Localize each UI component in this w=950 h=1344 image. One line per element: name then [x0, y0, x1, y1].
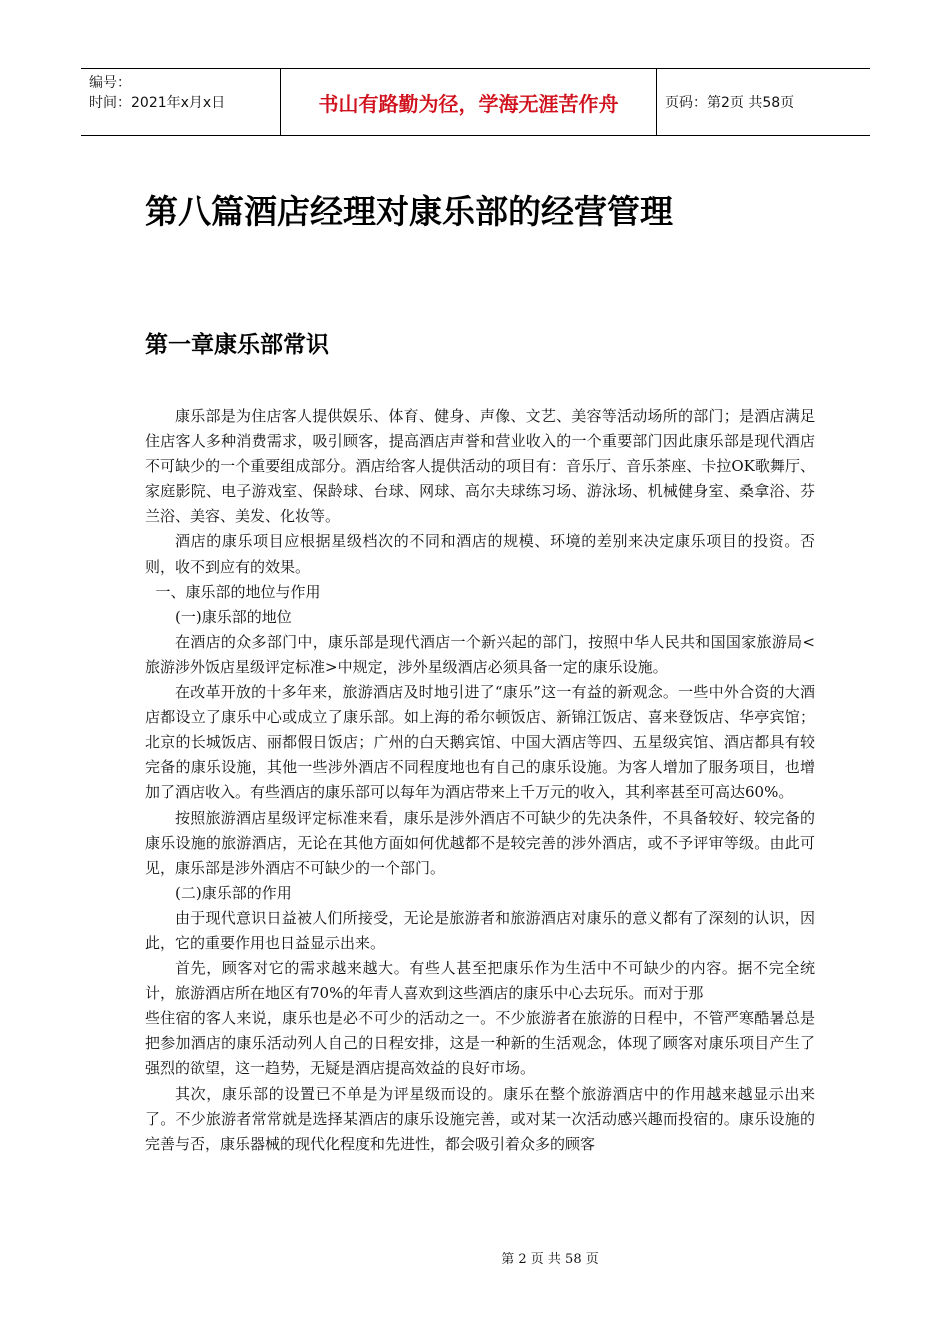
- subsection-heading: (二)康乐部的作用: [175, 883, 292, 902]
- paragraph: 按照旅游酒店星级评定标准来看，康乐是涉外酒店不可缺少的先决条件，不具备较好、较完备的康乐设施的旅游酒店，无论在其他方面如何优越都不是较完善的涉外酒店，或不予评审等级。由此可见，康乐部是涉外酒店不可缺少的一个部门。: [145, 808, 815, 877]
- paragraph: 在酒店的众多部门中，康乐部是现代酒店一个新兴起的部门，按照中华人民共和国国家旅游局<旅游涉外饭店星级评定标准>中规定，涉外星级酒店必须具备一定的康乐设施。: [145, 632, 815, 676]
- paragraph: 首先，顾客对它的需求越来越大。有些人甚至把康乐作为生活中不可缺少的内容。据不完全统计，旅游酒店所在地区有70%的年青人喜欢到这些酒店的康乐中心去玩乐。而对于那: [145, 959, 815, 1003]
- paragraph: 其次，康乐部的设置已不单是为评星级而设的。康乐在整个旅游酒店中的作用越来越显示出来了。不少旅游者常常就是选择某酒店的康乐设施完善，或对某一次活动感兴趣而投宿的。康乐设施的完善与否，康乐器械的现代化程度和先进性，都会吸引着众多的顾客: [145, 1084, 815, 1153]
- page-footer: 第 2 页 共 58 页: [501, 1252, 599, 1267]
- header-page-code: 页码：第2页 共58页: [665, 95, 795, 111]
- page-header: [81, 68, 870, 136]
- paragraph: 些住宿的客人来说，康乐也是必不可少的活动之一。不少旅游者在旅游的日程中，不管严寒酷暑总是把参加酒店的康乐活动列人自己的日程安排，这是一种新的生活观念，体现了顾客对康乐项目产生了强烈的欲望，这一趋势，无疑是酒店提高效益的良好市场。: [145, 1009, 815, 1078]
- paragraph: 酒店的康乐项目应根据星级档次的不同和酒店的规模、环境的差别来决定康乐项目的投资。否则，收不到应有的效果。: [145, 532, 815, 576]
- chapter-title: 第一章康乐部常识: [145, 332, 329, 358]
- section-heading: 一、康乐部的地位与作用: [155, 582, 321, 601]
- subsection-heading: (一)康乐部的地位: [175, 607, 292, 626]
- paragraph: 由于现代意识日益被人们所接受，无论是旅游者和旅游酒店对康乐的意义都有了深刻的认识，因此，它的重要作用也日益显示出来。: [145, 908, 815, 952]
- paragraph: 康乐部是为住店客人提供娱乐、体育、健身、声像、文艺、美容等活动场所的部门；是酒店满足住店客人多种消费需求，吸引顾客，提高酒店声誉和营业收入的一个重要部门因此康乐部是现代酒店不可缺少的一个重要组成部分。酒店给客人提供活动的项目有：音乐厅、音乐茶座、卡拉OK歌舞厅、家庭影院、电子游戏室、保龄球、台球、网球、高尔夫球练习场、游泳场、机械健身室、桑拿浴、芬兰浴、美容、美发、化妆等。: [145, 407, 815, 526]
- document-title: 第八篇酒店经理对康乐部的经营管理: [145, 192, 673, 231]
- paragraph: 在改革开放的十多年来，旅游酒店及时地引进了“康乐”这一有益的新观念。一些中外合资的大酒店都设立了康乐中心或成立了康乐部。如上海的希尔顿饭店、新锦江饭店、喜来登饭店、华亭宾馆；北京的长城饭店、丽都假日饭店；广州的白天鹅宾馆、中国大酒店等四、五星级宾馆、酒店都具有较完备的康乐设施，其他一些涉外酒店不同程度地也有自己的康乐设施。为客人增加了服务项目，也增加了酒店收入。有些酒店的康乐部可以每年为酒店带来上千万元的收入，其利率甚至可高达60%。: [145, 683, 815, 802]
- header-meta: [81, 69, 281, 135]
- header-motto: 书山有路勤为径，学海无涯苦作舟: [281, 69, 657, 135]
- document-time-label: 时间：2021年x月x日: [89, 95, 226, 111]
- document-number-label: 编号：: [89, 75, 131, 91]
- document-body: [145, 404, 815, 1157]
